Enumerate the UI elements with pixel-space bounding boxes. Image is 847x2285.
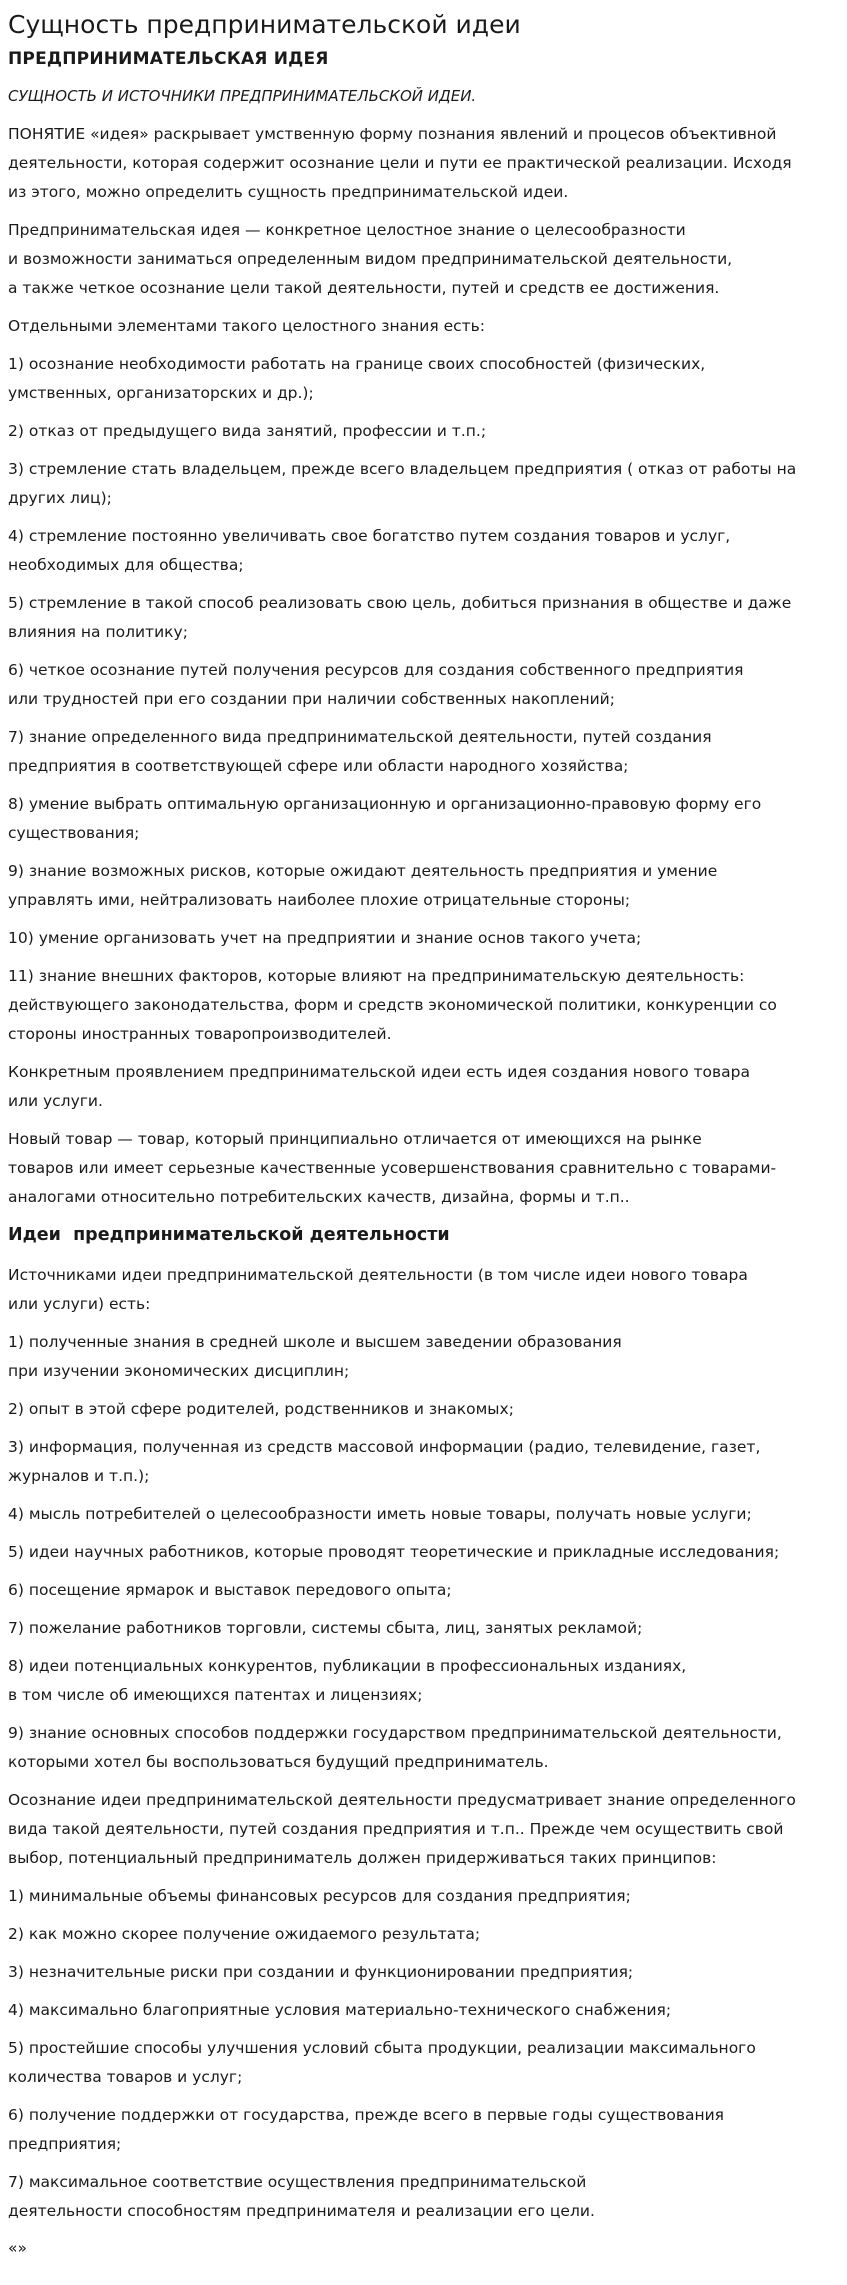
list-item: 1) осознание необходимости работать на границе своих способностей (физических, умственных, организаторских и др.); [8, 355, 706, 402]
list-item: 1) полученные знания в средней школе и высшем заведении образования при изучении экономических дисциплин; [8, 1333, 622, 1380]
page-title: Сущность предпринимательской идеи [8, 10, 521, 39]
list-item: 10) умение организовать учет на предприятии и знание основ такого учета; [8, 929, 642, 947]
list-item: 7) максимальное соответствие осуществления предпринимательской деятельности способностям предпринимателя и реализации его цели. [8, 2173, 595, 2220]
list-item: 6) посещение ярмарок и выставок передового опыта; [8, 1581, 452, 1599]
list-item: 8) идеи потенциальных конкурентов, публикации в профессиональных изданиях, в том числе об имеющихся патентах и лицензиях; [8, 1657, 687, 1704]
list-item: 3) стремление стать владельцем, прежде всего владельцем предприятия ( отказ от работы на других лиц); [8, 460, 797, 507]
document-subheading: СУЩНОСТЬ И ИСТОЧНИКИ ПРЕДПРИНИМАТЕЛЬСКОЙ ИДЕИ. [8, 87, 477, 105]
list-item: 7) знание определенного вида предпринимательской деятельности, путей создания предприятия в соответствующей сфере или области народного хозяйства; [8, 728, 712, 775]
paragraph: Новый товар — товар, который принципиально отличается от имеющихся на рынке товаров или имеет серьезные качественные усовершенствования сравнительно с товарами- аналогами относительно потребительских качеств, дизайна, формы и т.п.. [8, 1130, 777, 1206]
paragraph: ПОНЯТИЕ «идея» раскрывает умственную форму познания явлений и процесов объективной деятельности, которая содержит осознание цели и пути ее практической реализации. Исходя из этого, можно определить сущность предпринимательской идеи. [8, 125, 792, 201]
paragraph: Конкретным проявлением предпринимательской идеи есть идея создания нового товара или услуги. [8, 1063, 750, 1110]
list-item: 1) минимальные объемы финансовых ресурсов для создания предприятия; [8, 1887, 631, 1905]
footer-quotes: «» [8, 2239, 27, 2257]
list-item: 4) мысль потребителей о целесообразности иметь новые товары, получать новые услуги; [8, 1505, 752, 1523]
section-essence [8, 120, 837, 1212]
list-item: 5) простейшие способы улучшения условий сбыта продукции, реализации максимального количества товаров и услуг; [8, 2039, 756, 2086]
list-item: 4) максимально благоприятные условия материально-технического снабжения; [8, 2001, 672, 2019]
list-item: 8) умение выбрать оптимальную организационную и организационно-правовую форму его существования; [8, 795, 762, 842]
list-item: 9) знание основных способов поддержки государством предпринимательской деятельности, которыми хотел бы воспользоваться будущий предприниматель. [8, 1724, 782, 1771]
list-item: 3) незначительные риски при создании и функционировании предприятия; [8, 1963, 634, 1981]
list-item: 4) стремление постоянно увеличивать свое богатство путем создания товаров и услуг, необходимых для общества; [8, 527, 731, 574]
list-item: 5) идеи научных работников, которые проводят теоретические и прикладные исследования; [8, 1543, 780, 1561]
section-sources [8, 1221, 837, 2226]
paragraph: Осознание идеи предпринимательской деятельности предусматривает знание определенного вида такой деятельности, путей создания предприятия и т.п.. Прежде чем осуществить свой выбор, потенциальный предприниматель должен придерживаться таких принципов: [8, 1791, 796, 1867]
list-item: 3) информация, полученная из средств массовой информации (радио, телевидение, газет, журналов и т.п.); [8, 1438, 761, 1485]
list-item: 2) отказ от предыдущего вида занятий, профессии и т.п.; [8, 422, 487, 440]
list-item: 2) опыт в этой сфере родителей, родственников и знакомых; [8, 1400, 514, 1418]
list-item: 5) стремление в такой способ реализовать свою цель, добиться признания в обществе и даже влияния на политику; [8, 594, 792, 641]
paragraph: Источниками идеи предпринимательской деятельности (в том числе идеи нового товара или услуги) есть: [8, 1266, 748, 1313]
paragraph: Предпринимательская идея — конкретное целостное знание о целесообразности и возможности заниматься определенным видом предпринимательской деятельности, а также четкое осознание цели такой деятельности, путей и средств ее достижения. [8, 221, 733, 297]
list-item: 9) знание возможных рисков, которые ожидают деятельность предприятия и умение управлять ими, нейтрализовать наиболее плохие отрицательные стороны; [8, 862, 718, 909]
list-item: 2) как можно скорее получение ожидаемого результата; [8, 1925, 481, 1943]
list-item: 6) получение поддержки от государства, прежде всего в первые годы существования предприятия; [8, 2106, 724, 2153]
document-heading: ПРЕДПРИНИМАТЕЛЬСКАЯ ИДЕЯ [8, 49, 329, 69]
section-heading: Идеи предпринимательской деятельности [8, 1225, 450, 1245]
list-item: 6) четкое осознание путей получения ресурсов для создания собственного предприятия или трудностей при его создании при наличии собственных накоплений; [8, 661, 744, 708]
list-item: 7) пожелание работников торговли, системы сбыта, лиц, занятых рекламой; [8, 1619, 643, 1637]
list-item: 11) знание внешних факторов, которые влияют на предпринимательскую деятельность: действующего законодательства, форм и средств экономической политики, конкуренции со стороны иностранных товаропроизводителей. [8, 967, 777, 1043]
paragraph: Отдельными элементами такого целостного знания есть: [8, 317, 486, 335]
